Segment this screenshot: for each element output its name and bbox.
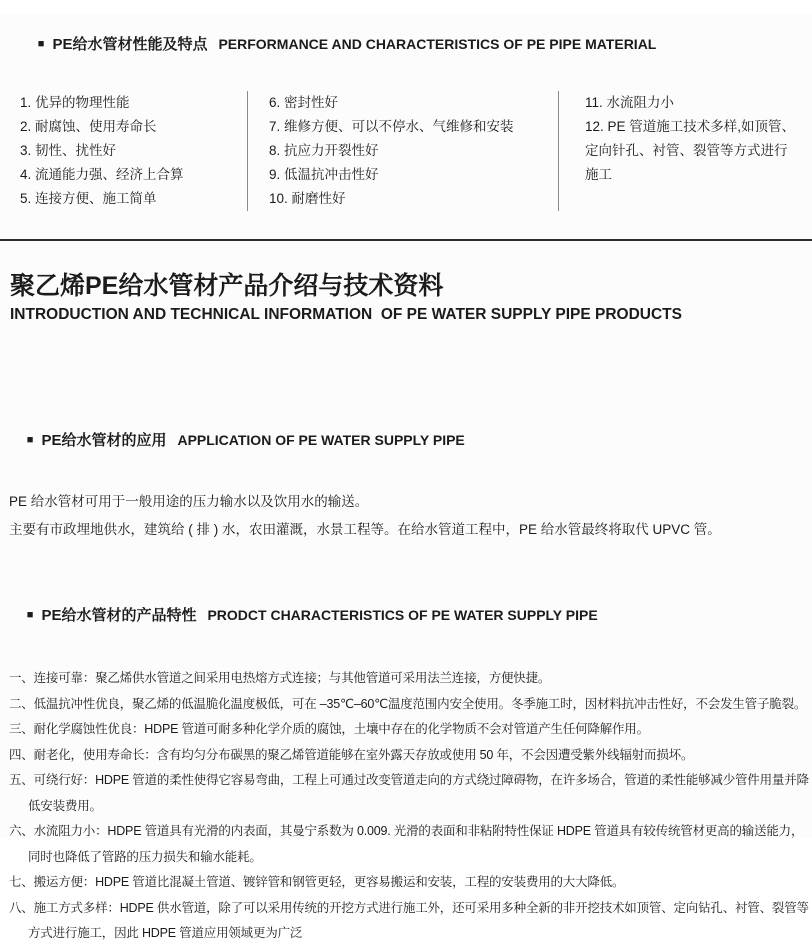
feature-item: 11. 水流阻力小 [585, 95, 675, 110]
performance-heading-en: PERFORMANCE AND CHARACTERISTICS OF PE PIPE MATERIAL [218, 36, 657, 52]
feature-column-3 [558, 91, 812, 211]
characteristic-item: 二、低温抗冲性优良，聚乙烯的低温脆化温度极低，可在 –35℃–60℃温度范围内安全使用。冬季施工时，因材料抗冲击性好，不会发生管子脆裂。 [9, 696, 807, 711]
feature-item: 7. 维修方便、可以不停水、气维修和安装 [269, 119, 514, 134]
feature-item: 3. 韧性、扰性好 [20, 143, 117, 158]
characteristic-item: 五、可绕行好：HDPE 管道的柔性使得它容易弯曲，工程上可通过改变管道走向的方式绕过障碍物，在许多场合，管道的柔性能够减少管件用量并降低安装费用。 [9, 773, 809, 813]
feature-item: 4. 流通能力强、经济上合算 [20, 167, 184, 182]
characteristics-heading-en: PRODCT CHARACTERISTICS OF PE WATER SUPPLY PIPE [207, 607, 598, 623]
feature-list [0, 91, 812, 211]
feature-item: 8. 抗应力开裂性好 [269, 143, 379, 158]
horizontal-divider [0, 239, 812, 241]
characteristics-heading-zh: PE给水管材的产品特性 [41, 607, 197, 624]
square-bullet-icon: ■ [26, 609, 34, 621]
application-heading-en: APPLICATION OF PE WATER SUPPLY PIPE [177, 432, 465, 448]
feature-item: 2. 耐腐蚀、使用寿命长 [20, 119, 157, 134]
characteristic-item: 一、连接可靠：聚乙烯供水管道之间采用电热熔方式连接；与其他管道可采用法兰连接，方便快捷。 [9, 671, 551, 685]
square-bullet-icon: ■ [37, 38, 45, 50]
performance-section-heading [20, 14, 812, 75]
main-title-zh: 聚乙烯PE给水管材产品介绍与技术资料 [10, 272, 444, 300]
square-bullet-icon: ■ [26, 434, 34, 446]
feature-item: 6. 密封性好 [269, 95, 339, 110]
characteristic-item: 六、水流阻力小：HDPE 管道具有光滑的内表面，其曼宁系数为 0.009. 光滑的表面和非粘附特性保证 HDPE 管道具有较传统管材更高的输送能力，同时也降低了管路的压力损失和输水能耗。 [9, 824, 804, 864]
paragraph: PE 给水管材可用于一般用途的压力输水以及饮用水的输送。 [9, 494, 369, 509]
characteristics-section-heading [9, 585, 812, 646]
application-paragraphs [9, 488, 812, 544]
feature-item: 5. 连接方便、施工简单 [20, 191, 157, 206]
characteristic-item: 七、搬运方便：HDPE 管道比混凝土管道、镀锌管和钢管更轻，更容易搬运和安装，工程的安装费用的大大降低。 [9, 875, 625, 889]
feature-item: 12. PE 管道施工技术多样,如顶管、定向针孔、衬管、裂管等方式进行施工 [585, 119, 796, 182]
document-page [0, 14, 812, 940]
characteristic-item: 三、耐化学腐蚀性优良：HDPE 管道可耐多种化学介质的腐蚀，土壤中存在的化学物质不会对管道产生任何降解作用。 [9, 722, 649, 736]
feature-item: 1. 优异的物理性能 [20, 95, 130, 110]
application-heading-zh: PE给水管材的应用 [41, 432, 167, 449]
performance-heading-zh: PE给水管材性能及特点 [52, 36, 208, 53]
characteristic-item: 八、施工方式多样：HDPE 供水管道，除了可以采用传统的开挖方式进行施工外，还可采用多种全新的非开挖技术如顶管、定向钻孔、衬管、裂管等方式进行施工，因此 HDPE 管道应用领域更为广泛 [9, 900, 809, 940]
feature-item: 10. 耐磨性好 [269, 191, 346, 206]
feature-column-1 [0, 91, 247, 211]
feature-column-2 [247, 91, 558, 211]
application-section-heading [9, 410, 812, 471]
feature-item: 9. 低温抗冲击性好 [269, 167, 379, 182]
characteristics-list [9, 666, 810, 947]
paragraph: 主要有市政埋地供水，建筑给 ( 排 ) 水，农田灌溉，水景工程等。在给水管道工程中，PE 给水管最终将取代 UPVC 管。 [9, 522, 721, 537]
characteristic-item: 四、耐老化，使用寿命长：含有均匀分布碳黑的聚乙烯管道能够在室外露天存放或使用 50 年，不会因遭受紫外线辐射而损坏。 [9, 747, 694, 762]
main-title-en: INTRODUCTION AND TECHNICAL INFORMATION OF PE WATER SUPPLY PIPE PRODUCTS [10, 306, 682, 323]
